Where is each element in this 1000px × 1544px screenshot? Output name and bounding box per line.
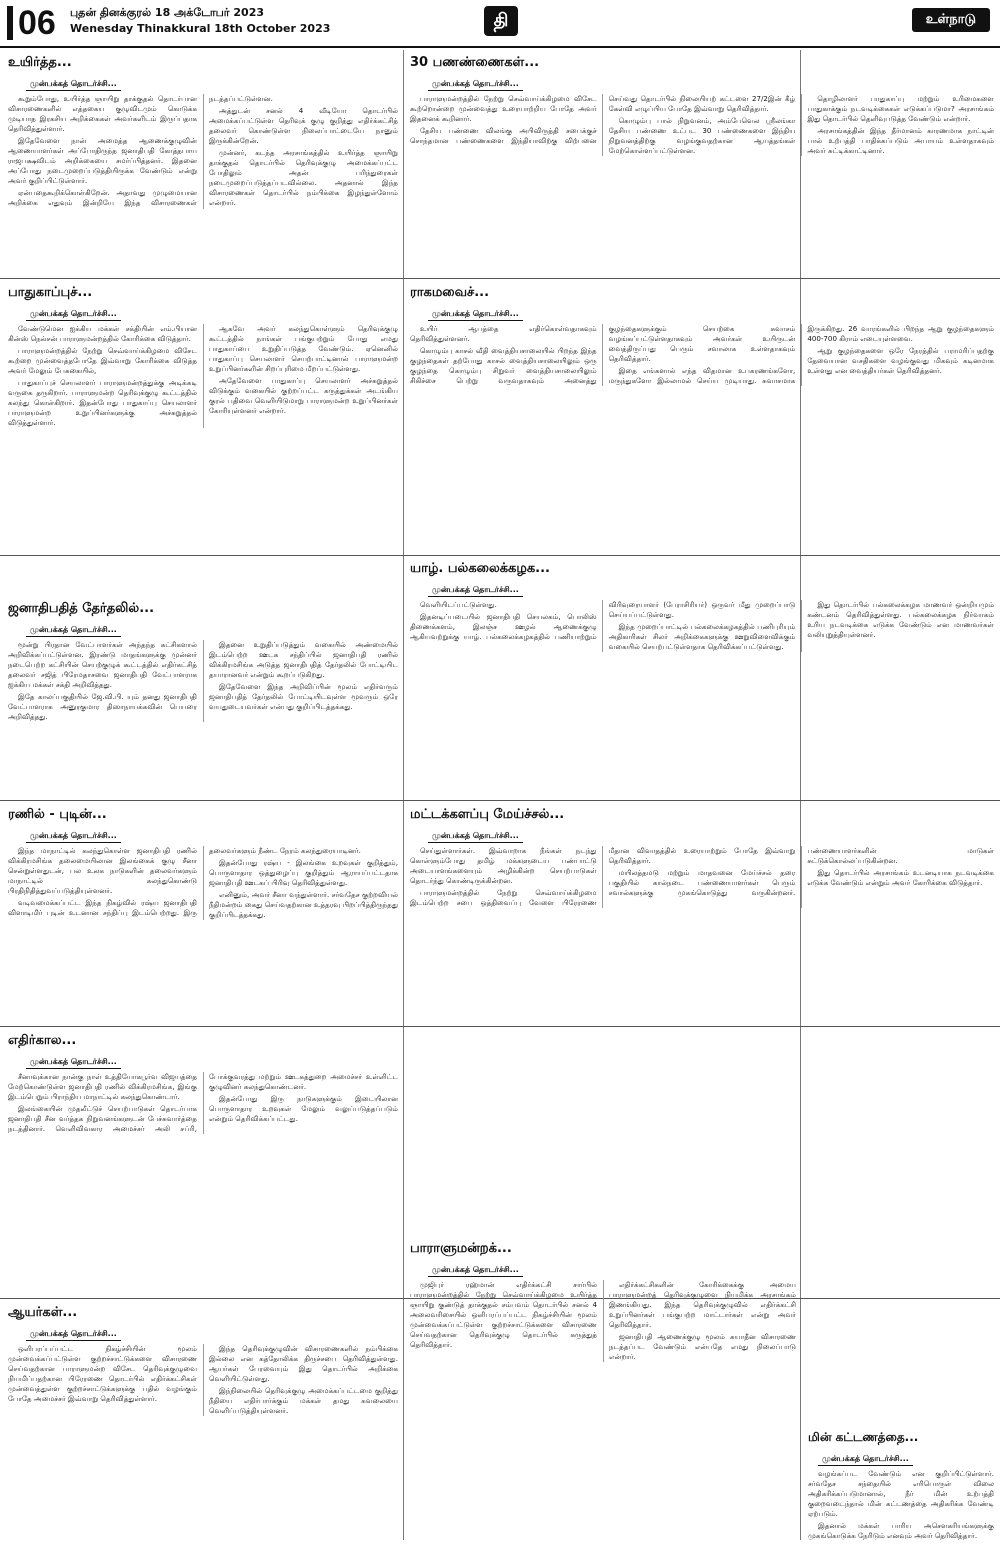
continuation-kicker: முன்பக்கத் தொடர்ச்சி... [428,1263,523,1277]
story-body [8,94,398,209]
story-headline: ரணில் - புடின்... [8,807,107,822]
newspaper-logo: தி [484,6,518,36]
continuation-kicker: முன்பக்கத் தொடர்ச்சி... [26,829,121,843]
story-paragraph: ஆகவே அவர் கலந்துகொள்ளும் தெரிவுக்குழு கூட்டத்தில் நாங்கள் பங்குபற்றும் போது எமது பாதுகாப்பை உறுதிப்படுத்த வேண்டும். ஏனெனில் பாதுகாப்பு செயலாளர் செயற்பாட்டினால் பாராளுமன்ற உறுப்பினர்களின் சிறப்புரிமை மீறப்பட்டுள்ளது. [209,324,398,373]
brief-paragraph: இதனால் மக்கள் பாரிய அசௌகரியங்களுக்கு முகங்கொடுக்க நேரிடும் எனவும் அவர் தெரிவித்தார். [808,1521,994,1540]
story-body [8,1344,398,1416]
news-story [8,600,398,795]
story-paragraph: கொழும்பு பால் நிறுவனம், அம்பேவெல ஸ்ரீலங்கா தேசிய பண்ணை உட்பட 30 பண்ணைகளை இந்திய நிறுவனத்திற்கு வழங்குவதற்கான ஆயத்தங்கள் மேற்கொள்ளப்பட்டுள்ளன. [608,116,796,155]
story-divider [0,555,1000,556]
date-english: Wenesday Thinakkural 18th October 2023 [70,22,331,35]
news-story [8,54,398,274]
story-headline: ஜனாதிபதித் தேர்தலில்... [8,601,155,616]
news-story [410,560,994,795]
story-body [410,600,994,652]
story-paragraph: செய்துள்ளார்கள். இவ்வாறாக நீங்கள் நடந்து கொள்ளும்போது தமிழ் மக்களுடைய பண்பாட்டு அடையாளங்களையும் அழிக்கின்ற செயற்பாடுகள் தொடர்ந்து கொண்டிருக்கின்றன. [410,846,597,885]
continuation-kicker: முன்பக்கத் தொடர்ச்சி... [818,1452,913,1466]
story-body [410,324,994,386]
news-story [410,284,994,550]
news-story [410,1240,796,1540]
story-paragraph: முஜிபுர் ரஹ்மான் எதிர்க்கட்சி சார்பில் பாராளுமன்றத்தில் நேற்று செவ்வாய்க்கிழமை உயிர்த்த ஞாயிறு குண்டுத் தாக்குதல் சம்பவம் தொடர்பில் சனல் 4 அலைவரிசையில் ஒளிபரப்பப்பட்ட நிகழ்ச்சியின் மூலம் முன்வைக்கப்பட்டுள்ள குற்றச்சாட்டுக்களை விசாரணை செய்வதற்கான தெரிவுக்குழு தொடர்பில் கருத்துத் தெரிவித்தார். [410,1280,597,1349]
story-paragraph: இது தொடர்பில் பல்கலைக்கழக மாணவர் ஒன்றியமும் கண்டனம் தெரிவித்துள்ளது. பல்கலைக்கழக நிர்வாகம் உரிய நடவடிக்கை எடுக்க வேண்டும் என மாணவர்கள் வலியுறுத்தியுள்ளனர். [807,600,994,639]
story-body [410,846,994,908]
story-headline: பாதுகாப்புச்... [8,285,93,300]
story-paragraph: பாராளுமன்றத்தில் நேற்று செவ்வாய்க்கிழமை விசேட கூற்றை முன்வைத்தபோதே இவ்வாறு கோரிக்கை விடுத்த அவர் மேலும் பேசுகையில், [8,346,197,375]
page-number-bar [7,6,13,40]
continuation-kicker: முன்பக்கத் தொடர்ச்சி... [26,623,121,637]
story-paragraph: வெளியிடப்பட்டுள்ளது. [420,600,497,609]
story-paragraph: மயிலத்தமடு மற்றும் மாதவனை மேய்ச்சல் தரை பகுதியில் கால்நடை பண்ணையாளர்கள் பெரும் சவால்களுக்கு முகங்கொடுத்து வருகின்றனர். பண்ணையாளர்களின் மாடுகள் சுட்டுக்கொல்லப்படுகின்றன. [608,846,994,897]
story-headline: எதிர்கால... [8,1033,77,1048]
story-divider [0,1026,1000,1027]
story-headline: உயிர்த்த... [8,55,72,70]
story-paragraph: இதேவேளை இந்த அறிவிப்பின் மூலம் எதிர்வரும் ஜனாதிபதித் தேர்தலில் போட்டியிடவுள்ள மூவரும் ஒரே வயதுடையவர்கள் என்பது குறிப்பிடத்தக்கது. [209,682,398,711]
story-paragraph: இதன்போது ரஷ்ய - இலங்கை உறவுகள் குறித்தும், பொருளாதார ஒத்துழைப்பு குறித்தும் ஆராயப்பட்டதாக ஜனாதிபதி ஊடகப் பிரிவு தெரிவித்துள்ளது. [209,858,398,887]
story-paragraph: ஜனாதிபதி ஆணைக்குழு மூலம் சுயாதீன விசாரணை நடத்தப்பட வேண்டும் என்பதே எமது நிலைப்பாடு என்றார். [609,1332,796,1361]
story-paragraph: ஏன்பதைகூறிக்கொள்கிறேன். அதாவது முழுமையான அறிக்கை எதுவும் இன்றியே இந்த விசாரணைகள் நடத்தப்பட்டுள்ளன. [8,94,273,207]
story-paragraph: இந்நிலையில் தெரிவுக்குழு அமைக்கப்பட்டமை குறித்து நீதியை எதிர்பார்க்கும் மக்கள் தமது கவலையை வெளிப்படுத்தியுள்ளனர். [209,1386,398,1415]
story-paragraph: எதிர்க்கட்சிகளின் கோரிக்கைக்கு அமைய பாராளுமன்றத் தெரிவுக்குழுவை நியமிக்க அரசாங்கம் இணங்கியது. இந்த தெரிவுக்குழுவில் எதிர்க்கட்சி உறுப்பினர்கள் பங்குபற்ற மாட்டார்கள் என்று அவர் தெரிவித்தார். [609,1280,796,1329]
story-paragraph: ஆறு குழந்தைகளை ஒரே நேரத்தில் பராமரிப்பதற்கு தேவையான வசதிகளை வழங்குவது மிகவும் கடினமாக உள்ளது என வைத்தியர்கள் தெரிவித்தனர். [807,346,994,375]
story-paragraph: கொழும்பு காசல் வீதி வைத்தியசாலையில் பிறந்த இந்த குழந்தைகள் தற்போது காசல் வைத்தியசாலையிலும் ஒரு குழந்தை கொழும்பு சிறுவர் வைத்தியசாலையிலும் சிகிச்சை பெற்று வருவதாகவும் அனைத்து குழந்தைகளுக்கும் செயற்கை சுவாசம் வழங்கப்பட்டுள்ளதாகவும் அவர்கள் உயிருடன் வைத்திருப்பது பெரும் சவாலாக உள்ளதாகவும் தெரிவித்தார். [410,324,796,385]
continuation-kicker: முன்பக்கத் தொடர்ச்சி... [26,77,121,91]
continuation-kicker: முன்பக்கத் தொடர்ச்சி... [428,583,523,597]
news-story [410,806,994,1021]
news-story [8,284,398,550]
story-paragraph: இதை எங்களால் எந்த விதமான உபகரணங்களோ, மருந்துகளோ இல்லாமல் செய்ய முடியாது. சுவாசமாக இருக்கிறது. 26 வாரங்களில் பிறந்த ஆறு குழந்தைகளும் 400-700 கிராம் எடையுள்ளவை. [608,324,994,385]
continuation-kicker: முன்பக்கத் தொடர்ச்சி... [26,1055,121,1069]
story-body [8,1072,398,1134]
story-paragraph: அரசாங்கத்தின் இந்த தீர்மானம் காரணமாக நாட்டின் பால் உற்பத்தி பாதிக்கப்படும் அபாயம் உள்ளதாகவும் அவர் சுட்டிக்காட்டினார். [807,126,994,155]
story-paragraph: உயிர் ஆபத்தை எதிர்கொள்வதாகவும் தெரிவித்துள்ளனர். [410,324,597,343]
story-paragraph: இதே காலப்பகுதியில் ஜே.வி.பி. யும் தனது ஜனாதிபதி வேட்பாளராக அனுரகுமார திஸாநாயக்கவின் பெயரை அறிவித்தது. [8,692,197,721]
brief-headline: மின் கட்டணத்தை... [808,1430,919,1444]
story-paragraph: சீனாவுக்கான நான்கு நாள் உத்தியோகபூர்வ விஜயத்தை மேற்கொண்டுள்ள ஜனாதிபதி ரணில் விக்கிரமசிங்க, இங்கு இடம்பெறும் பிராந்திய மாநாட்டில் கலந்துகொண்டார். [8,1072,197,1101]
story-headline: மட்டக்களப்பு மேய்ச்சல்... [410,807,565,822]
story-headline: ஆயர்கள்... [8,1305,78,1320]
continuation-kicker: முன்பக்கத் தொடர்ச்சி... [428,77,523,91]
news-brief [808,1430,994,1540]
story-divider [0,278,1000,279]
story-headline: யாழ். பல்கலைக்கழக... [410,561,550,576]
story-paragraph: இலங்கையின் முதலீட்டுச் செயற்பாடுகள் தொடர்பாக ஜனாதிபதி சீன வர்த்தக நிறுவனங்களுடன் பேச்சுவார்த்தை நடத்தினார். வெளிவிவகார அமைச்சர் அலி சப்ரி, போக்குவரத்து மற்றும் ஊடகத்துறை அமைச்சர் உள்ளிட்ட குழுவினர் கலந்துகொண்டனர். [8,1072,398,1133]
continuation-kicker: முன்பக்கத் தொடர்ச்சி... [428,307,523,321]
story-divider [0,800,1000,801]
story-headline: பாராளுமன்றக்... [410,1241,512,1256]
story-headline: 30 பணண்ணைகள்... [410,55,540,70]
story-paragraph: வேண்டுமென ஐக்கிய மக்கள் சக்தியின் எம்.பியான கின்ஸ் நெல்சன் பாராளுமன்றத்தில் கோரிக்கை விடுத்தார். [8,324,197,343]
news-story [410,54,994,274]
news-story [8,1032,398,1294]
story-paragraph: இதனடிப்படையில் ஜனாதிபதி செயலகம், பொலிஸ் திணைக்களம், இலஞ்ச ஊழல் ஆணைக்குழு ஆகியவற்றுக்கு யாழ். பல்கலைக்கழகத்தில் பணியாற்றும் விரிவுரையாளர் (பேராசிரியர்) ஒருவர் மீது முறைப்பாடு செய்யப்பட்டுள்ளது. [410,600,796,641]
story-paragraph: கூறும்போது, உயிர்த்த ஞாயிறு தாக்குதல் தொடர்பான விசாரணைகளில் எத்தகைய குழுவிடமும் கொடுக்க முடியாத இரகசிய அறிக்கைகள் அவர்களிடம் இருப்பதாக தெரிவித்துள்ளார். [8,94,197,133]
story-paragraph: இதன்போது இரு நாடுகளுக்கும் இடையிலான பொருளாதார உறவுகள் மேலும் வலுப்படுத்தப்படும் என்றும் தெரிவிக்கப்பட்டது. [209,1094,398,1123]
continuation-kicker: முன்பக்கத் தொடர்ச்சி... [26,307,121,321]
story-paragraph: மூன்று பிரதான வேட்பாளர்கள் அந்தந்த கட்சிகளால் அறிவிக்கப்பட்டுள்ளன. இரண்டு மாதங்களுக்கு முன்னர் நடைபெற்ற கட்சியின் செயற்குழுக் கூட்டத்தில் எதிர்கட்சித் தலைவர் சஜித் பிரேமதாசவை ஜனாதிபதி வேட்பாளராக ஐக்கிய மக்கள் சக்தி அறிவித்தது. [8,640,197,689]
news-story [8,1304,398,1540]
story-paragraph: இதேவேளை நான் அமைத்த ஆணைக்குழுவின் ஆணையாளர்கள் அப்போதிருந்த ஜனாதிபதி கோத்தபாய ராஜபக்ஷவிடம் அறிக்கையை சமர்ப்பித்தனர். இதனை அப்போது நடைமுறைப்படுத்தியிருக்க வேண்டும் என்று அவர் குறிப்பிட்டுள்ளார். [8,136,197,185]
story-paragraph: எனினும், அவர் சீனா வந்துள்ளார். சர்வதேச குற்றவியல் நீதிமன்றம் கைது செய்வதற்கான உத்தரவு பிறப்பித்திருந்தது குறிப்பிடத்தக்கது. [209,890,398,919]
brief-body [808,1469,994,1540]
story-paragraph: அத்துடன் சனல் 4 வீடியோ தொடர்பில் அமைக்கப்பட்டுள்ள தெரிவுக் குழு குறித்து எதிர்க்கட்சித் தலைவர் கொண்டுள்ள நிலைப்பாட்டையே நானும் இருக்கின்றேன். [209,106,398,145]
continuation-kicker: முன்பக்கத் தொடர்ச்சி... [26,1327,121,1341]
story-paragraph: இது தொடர்பில் அரசாங்கம் உடனடியாக நடவடிக்கை எடுக்க வேண்டும் என்றும் அவர் கோரிக்கை விடுத்தார். [807,868,994,887]
story-paragraph: இந்த தெரிவுக்குழுவின் விசாரணைகளில் நம்பிக்கை இல்லை என கத்தோலிக்க திருச்சபை தெரிவித்துள்ளது. ஆயர்கள் பேரவையும் இது தொடர்பில் அறிக்கை வெளியிட்டுள்ளது. [209,1344,398,1383]
story-body [8,324,398,428]
story-body [8,846,398,920]
story-paragraph: இந்த மாநாட்டில் கலந்துகொள்ள ஜனாதிபதி ரணில் விக்கிரமசிங்க தலைமையிலான இலங்கைக் குழு சீனா சென்றுள்ளதுடன், பல உலக நாடுகளின் தலைவர்களும் மாநாட்டில் கலந்துகொண்டு பிரதிநிதித்துவப்படுத்தியுள்ளனர். [8,846,197,895]
story-body [410,94,994,156]
story-paragraph: பாராளுமன்றத்தில் நேற்று செவ்வாய்க்கிழமை இடம்பெற்ற சபை ஒத்திவைப்பு வேளை பிரேரணை மீதான விவாதத்தில் உரையாற்றும் போதே இவ்வாறு தெரிவித்தார். [410,846,796,907]
story-paragraph: தொழிலாளர் பாதுகாப்பு மற்றும் உரிமைகளை பாதுகாக்கும் நடவடிக்கைகள் எடுக்கப்படுமா? அரசாங்கம் இது தொடர்பில் தெளிவுபடுத்த வேண்டும் என்றார். [807,94,994,123]
story-paragraph: ஒளிபரப்பப்பட்ட நிகழ்ச்சியின் மூலம் முன்வைக்கப்பட்டுள்ள குற்றச்சாட்டுக்களை விசாரணை செய்வதற்கான பாராளுமன்ற விசேட தெரிவுக்குழுவை நியமிப்பதற்கான பிரேரணை தொடர்பில் எதிர்க்கட்சிகள் முன்வைத்துள்ள குற்றச்சாட்டுக்களுக்கு பதில் வழங்கும் போதே அமைச்சர் இவ்வாறு தெரிவித்துள்ளார். [8,1344,197,1403]
story-paragraph: இந்த முறைப்பாட்டில் பல்கலைக்கழகத்தில் பணிபுரியும் அதிகாரிகள் சிலர் அறிக்கைகளுக்கு ஊறுவிளைவிக்கும் வகையில் செயற்பட்டுள்ளதாக தெரிவிக்கப்பட்டுள்ளது. [608,622,796,651]
column-divider [403,50,404,1540]
continuation-kicker: முன்பக்கத் தொடர்ச்சி... [428,829,523,843]
story-paragraph: அதேவேளை பாதுகாப்பு செயலாளர் அச்சுறுத்தல் விடுக்கும் வகையில் குற்றப்பட்ட கருத்துக்கள் அடங்கிய குரல் பதிவை வெளியிடுமாறு பாராளுமன்ற உறுப்பினர்கள் கோரியுள்ளனர் என்றார். [209,376,398,415]
news-story [8,806,398,1021]
page-number: 06 [18,4,56,42]
section-label: உள்நாடு [912,8,990,32]
story-headline: ராகமவைச்... [410,285,490,300]
story-body [410,1280,796,1362]
story-paragraph: பாராளுமன்றத்தில் நேற்று செவ்வாய்க்கிழமை விசேட கூற்றொன்றை முன்வைத்து உரையாற்றிய போதே அவர் இதனைக் கூறினார். [410,94,597,123]
brief-paragraph: வழங்கப்பட வேண்டும் என குறிப்பிட்டுள்ளார். சர்வதேச சந்தையில் எரிபொருள் விலை அதிகரிக்கப்படுமானால், நீர் மின் உற்பத்தி குறைவடைந்தால் மின் கட்டணத்தை அதிகரிக்க வேண்டி ஏற்படும். [808,1469,994,1518]
story-paragraph: வடிவமைக்கப்பட்ட இந்த நிகழ்வில் ரஷ்ய ஜனாதிபதி விளாடிமிர் புடின் உடனான சந்திப்பு இடம்பெற்றது. இரு தலைவர்களும் நீண்ட நேரம் கலந்துரையாடினர். [8,846,361,917]
dateline [70,5,330,37]
story-body [8,640,398,722]
story-paragraph: இதனை உறுதிப்படுத்தும் வகையில் அண்மையில் இடம்பெற்ற ஊடக சந்திப்பில் ஜனாதிபதி ரணில் விக்கிரமசிங்க அடுத்த ஜனாதிபதித் தேர்தலில் போட்டியிட தயாரானவர் என்றும் கூறப்படுகிறது. [209,640,398,679]
page-header [0,0,1000,48]
story-paragraph: தேசிய பண்ணை விலங்கு அபிவிருத்தி சபைக்குச் சொந்தமான பண்ணைகளை இந்தியாவிற்கு விற்பனை செய்வது தொடர்பில் நிலையியற் கட்டளை 27/2இன் கீழ் கேள்வி எழுப்பிய போதே இவ்வாறு தெரிவித்தார். [410,94,796,145]
story-paragraph: முன்னர், கடந்த அரசாங்கத்தில் உயிர்த்த ஞாயிறு தாக்குதல் தொடர்பில் தெரிவுக்குழு அமைக்கப்பட்ட போதிலும் அதன் பரிந்துரைகள் நடைமுறைப்படுத்தப்படவில்லை. அதனால் இந்த விசாரணைகள் தொடர்பில் நம்பிக்கை இழந்துள்ளோம் என்றார். [209,148,398,207]
story-paragraph: பாதுகாப்புச் செயலாளர் பாராளுமன்றத்துக்கு அடிக்கடி வருகை தருகிறார். பாராளுமன்ற தெரிவுக்குழு கூட்டத்தில் கலந்து கொள்கிறார். இதன்போது பாதுகாப்பு செயலாளர் பாராளுமன்ற உறுப்பினர்களுக்கு அச்சுறுத்தல் விடுத்துள்ளார். [8,378,197,427]
date-tamil: புதன் தினக்குரல் 18 அக்டோபர் 2023 [70,6,265,19]
